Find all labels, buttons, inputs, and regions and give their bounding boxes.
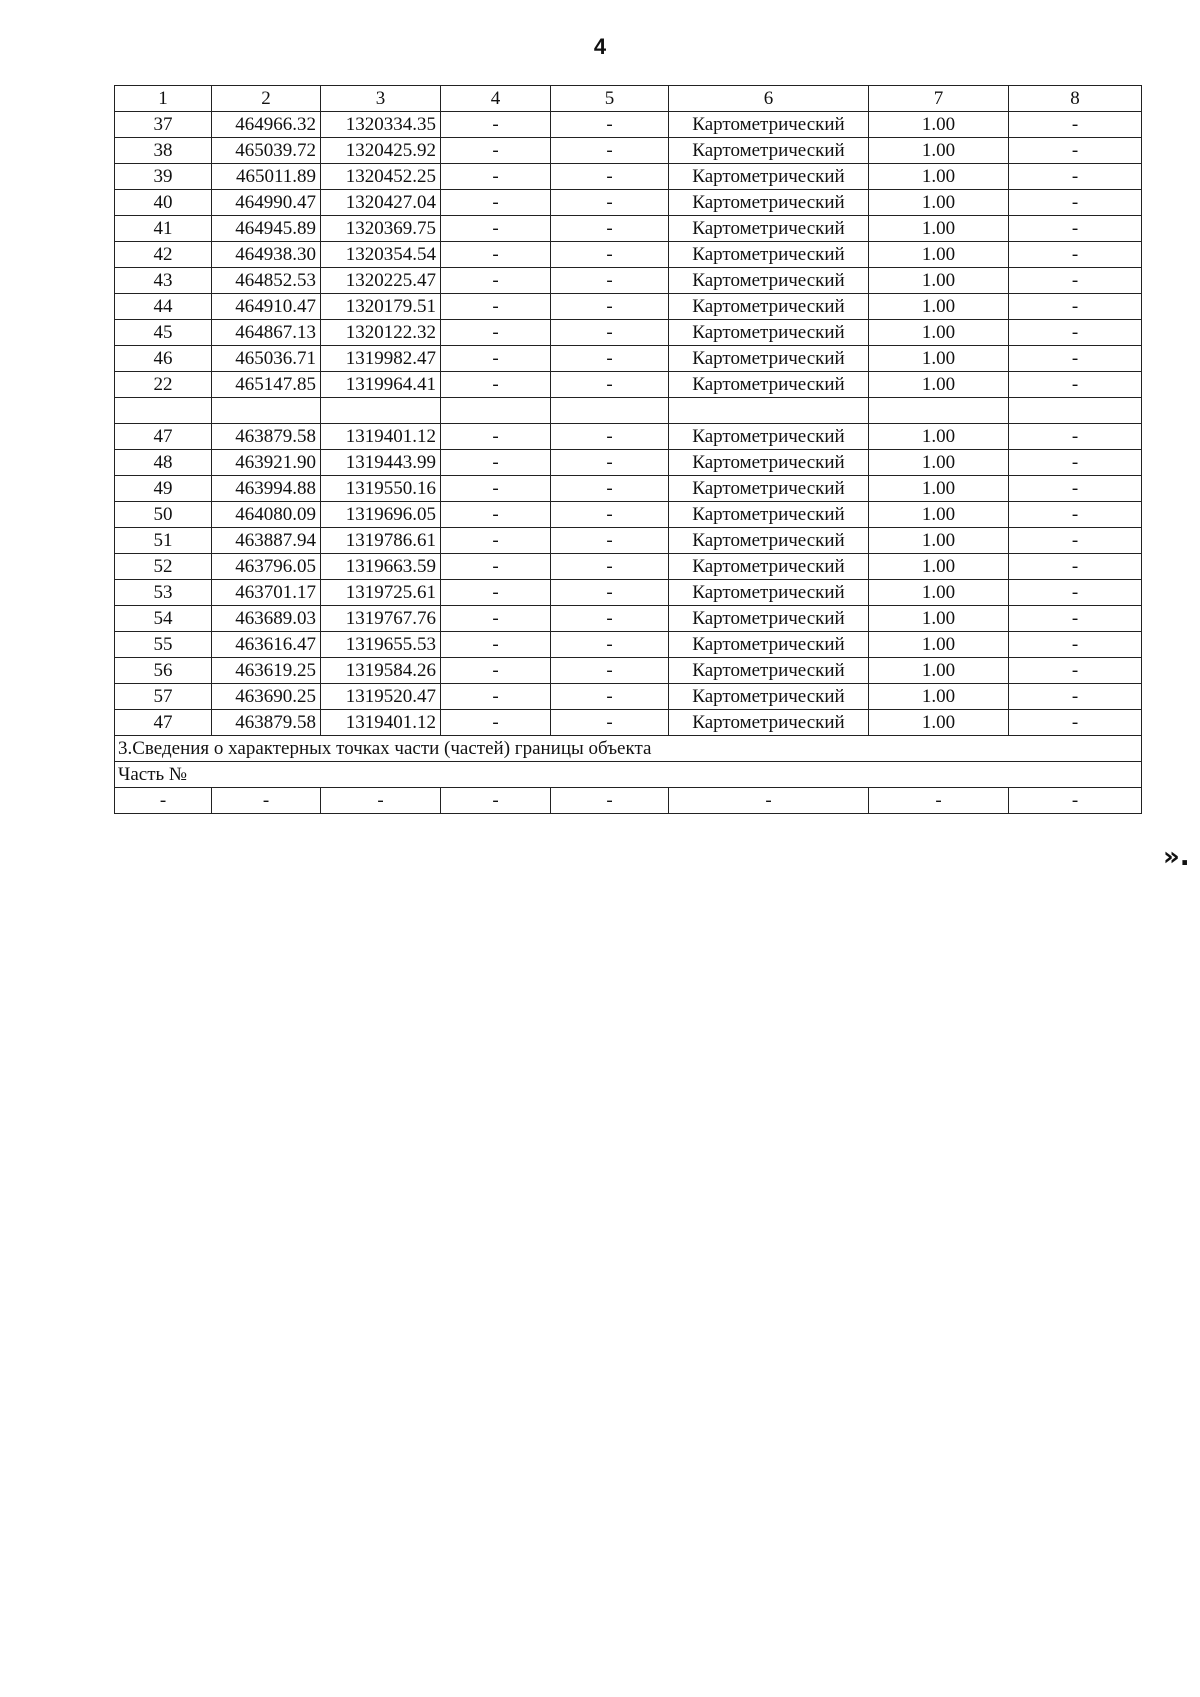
table-cell: - bbox=[551, 216, 669, 242]
coordinates-table bbox=[114, 85, 1142, 814]
table-cell: Картометрический bbox=[669, 528, 869, 554]
table-cell: 1319696.05 bbox=[321, 502, 441, 528]
closing-quote: ». bbox=[1163, 842, 1190, 872]
table-cell: 1.00 bbox=[869, 346, 1009, 372]
table-cell: 1319401.12 bbox=[321, 710, 441, 736]
table-cell: - bbox=[441, 190, 551, 216]
table-cell bbox=[669, 398, 869, 424]
table-cell: - bbox=[441, 268, 551, 294]
table-cell bbox=[551, 398, 669, 424]
table-cell: - bbox=[551, 580, 669, 606]
table-cell: Картометрический bbox=[669, 580, 869, 606]
table-cell: - bbox=[1009, 190, 1142, 216]
table-cell: 1319663.59 bbox=[321, 554, 441, 580]
header-row bbox=[115, 86, 1142, 112]
table-cell: - bbox=[115, 788, 212, 814]
table-cell: 464852.53 bbox=[212, 268, 321, 294]
section-title-row bbox=[115, 736, 1142, 762]
table-cell: Картометрический bbox=[669, 268, 869, 294]
table-cell bbox=[441, 398, 551, 424]
table-cell: 40 bbox=[115, 190, 212, 216]
table-cell: 1320369.75 bbox=[321, 216, 441, 242]
table-cell: 1.00 bbox=[869, 710, 1009, 736]
table-cell bbox=[1009, 398, 1142, 424]
table-cell: 1.00 bbox=[869, 476, 1009, 502]
table-cell: Картометрический bbox=[669, 138, 869, 164]
table-cell: - bbox=[551, 346, 669, 372]
table-cell: - bbox=[551, 268, 669, 294]
table-cell: - bbox=[321, 788, 441, 814]
table-cell: 464990.47 bbox=[212, 190, 321, 216]
table-cell: 44 bbox=[115, 294, 212, 320]
table-row bbox=[115, 658, 1142, 684]
table-cell: 39 bbox=[115, 164, 212, 190]
table-cell: - bbox=[441, 606, 551, 632]
table-cell: - bbox=[1009, 606, 1142, 632]
table-cell: - bbox=[1009, 580, 1142, 606]
table-row bbox=[115, 216, 1142, 242]
table-cell: - bbox=[1009, 372, 1142, 398]
table-cell: 1320354.54 bbox=[321, 242, 441, 268]
table-cell: 463689.03 bbox=[212, 606, 321, 632]
table-cell: 1.00 bbox=[869, 112, 1009, 138]
table-cell: 1.00 bbox=[869, 580, 1009, 606]
table-cell: 1.00 bbox=[869, 528, 1009, 554]
table-cell: 465147.85 bbox=[212, 372, 321, 398]
table-cell: - bbox=[551, 710, 669, 736]
table-cell: - bbox=[441, 346, 551, 372]
table-cell: - bbox=[441, 138, 551, 164]
table-cell: 464938.30 bbox=[212, 242, 321, 268]
table-cell: Картометрический bbox=[669, 658, 869, 684]
table-cell: 463879.58 bbox=[212, 424, 321, 450]
table-cell: - bbox=[441, 710, 551, 736]
table-cell: - bbox=[551, 788, 669, 814]
table-cell: - bbox=[551, 502, 669, 528]
table-cell: 46 bbox=[115, 346, 212, 372]
table-cell: - bbox=[441, 112, 551, 138]
table-cell: 1319786.61 bbox=[321, 528, 441, 554]
table-cell: 1.00 bbox=[869, 606, 1009, 632]
table-cell: 464080.09 bbox=[212, 502, 321, 528]
table-cell: - bbox=[1009, 320, 1142, 346]
table-cell: - bbox=[551, 450, 669, 476]
table-cell: Картометрический bbox=[669, 554, 869, 580]
table-cell: - bbox=[1009, 424, 1142, 450]
table-cell: 57 bbox=[115, 684, 212, 710]
table-cell: Картометрический bbox=[669, 216, 869, 242]
table-cell: - bbox=[551, 138, 669, 164]
table-row bbox=[115, 268, 1142, 294]
table-cell: - bbox=[551, 684, 669, 710]
table-cell: 463616.47 bbox=[212, 632, 321, 658]
table-cell: - bbox=[441, 294, 551, 320]
table-row bbox=[115, 502, 1142, 528]
table-cell: 1.00 bbox=[869, 164, 1009, 190]
table-cell: - bbox=[551, 320, 669, 346]
table-cell: - bbox=[551, 528, 669, 554]
table-row bbox=[115, 190, 1142, 216]
table-cell: 1.00 bbox=[869, 658, 1009, 684]
table-cell: Картометрический bbox=[669, 190, 869, 216]
table-cell: 1319443.99 bbox=[321, 450, 441, 476]
table-cell: Картометрический bbox=[669, 476, 869, 502]
table-cell: Картометрический bbox=[669, 346, 869, 372]
table-cell: 1.00 bbox=[869, 554, 1009, 580]
table-row bbox=[115, 320, 1142, 346]
table-row bbox=[115, 580, 1142, 606]
table-cell: - bbox=[441, 164, 551, 190]
table-cell: 52 bbox=[115, 554, 212, 580]
table-cell: 463879.58 bbox=[212, 710, 321, 736]
table-cell: - bbox=[551, 242, 669, 268]
table-cell: 41 bbox=[115, 216, 212, 242]
table-cell: - bbox=[551, 424, 669, 450]
table-row bbox=[115, 710, 1142, 736]
table-cell: 1.00 bbox=[869, 450, 1009, 476]
table-cell: - bbox=[441, 580, 551, 606]
table-cell: Картометрический bbox=[669, 632, 869, 658]
table-cell: Картометрический bbox=[669, 502, 869, 528]
table-cell: 1319550.16 bbox=[321, 476, 441, 502]
table-cell: - bbox=[869, 788, 1009, 814]
table-cell: 43 bbox=[115, 268, 212, 294]
table-cell: Картометрический bbox=[669, 320, 869, 346]
table-cell: 463690.25 bbox=[212, 684, 321, 710]
table-cell: Картометрический bbox=[669, 372, 869, 398]
header-cell: 5 bbox=[551, 86, 669, 112]
table-cell: 1.00 bbox=[869, 372, 1009, 398]
header-cell: 7 bbox=[869, 86, 1009, 112]
table-cell: - bbox=[441, 424, 551, 450]
table-cell: 1320122.32 bbox=[321, 320, 441, 346]
header-cell: 2 bbox=[212, 86, 321, 112]
table-cell: - bbox=[551, 190, 669, 216]
part-label-row-text: Часть № bbox=[115, 762, 1142, 788]
table-cell: - bbox=[441, 554, 551, 580]
table-cell: - bbox=[1009, 632, 1142, 658]
table-body bbox=[115, 86, 1142, 814]
table-cell: 1.00 bbox=[869, 242, 1009, 268]
table-row bbox=[115, 476, 1142, 502]
table-cell: 50 bbox=[115, 502, 212, 528]
table-row bbox=[115, 112, 1142, 138]
header-cell: 6 bbox=[669, 86, 869, 112]
table-cell: Картометрический bbox=[669, 164, 869, 190]
page-number: 4 bbox=[593, 34, 607, 59]
table-cell: 464910.47 bbox=[212, 294, 321, 320]
table-row bbox=[115, 632, 1142, 658]
table-cell: 1320427.04 bbox=[321, 190, 441, 216]
table-cell: - bbox=[441, 684, 551, 710]
table-cell: 465036.71 bbox=[212, 346, 321, 372]
table-cell: - bbox=[1009, 788, 1142, 814]
table-cell: 1.00 bbox=[869, 268, 1009, 294]
table-cell: Картометрический bbox=[669, 450, 869, 476]
empty-separator-row bbox=[115, 398, 1142, 424]
table-cell: 464867.13 bbox=[212, 320, 321, 346]
table-cell: - bbox=[551, 658, 669, 684]
table-cell: - bbox=[1009, 476, 1142, 502]
table-cell: - bbox=[441, 658, 551, 684]
table-cell: 37 bbox=[115, 112, 212, 138]
table-cell: - bbox=[551, 606, 669, 632]
table-cell: Картометрический bbox=[669, 606, 869, 632]
table-cell: 51 bbox=[115, 528, 212, 554]
table-cell bbox=[212, 398, 321, 424]
table-cell: 1320452.25 bbox=[321, 164, 441, 190]
table-cell: 53 bbox=[115, 580, 212, 606]
table-cell: Картометрический bbox=[669, 424, 869, 450]
table-cell: - bbox=[1009, 242, 1142, 268]
table-cell: 48 bbox=[115, 450, 212, 476]
table-row bbox=[115, 450, 1142, 476]
table-cell: 55 bbox=[115, 632, 212, 658]
table-cell: 1320179.51 bbox=[321, 294, 441, 320]
table-cell: - bbox=[441, 242, 551, 268]
table-row bbox=[115, 346, 1142, 372]
table-cell: Картометрический bbox=[669, 242, 869, 268]
table-cell: 1319584.26 bbox=[321, 658, 441, 684]
table-cell: - bbox=[1009, 450, 1142, 476]
table-cell: - bbox=[1009, 346, 1142, 372]
table-cell: - bbox=[441, 528, 551, 554]
table-cell: - bbox=[1009, 112, 1142, 138]
part-label-row bbox=[115, 762, 1142, 788]
table-cell: - bbox=[551, 476, 669, 502]
table-cell: 1.00 bbox=[869, 216, 1009, 242]
table-cell: - bbox=[669, 788, 869, 814]
table-cell: 42 bbox=[115, 242, 212, 268]
table-row bbox=[115, 424, 1142, 450]
table-cell: 1.00 bbox=[869, 632, 1009, 658]
table-cell: 465039.72 bbox=[212, 138, 321, 164]
table-cell: 1319982.47 bbox=[321, 346, 441, 372]
table-cell: 463796.05 bbox=[212, 554, 321, 580]
table-cell: 1319725.61 bbox=[321, 580, 441, 606]
table-cell: - bbox=[441, 788, 551, 814]
table-cell: 1319767.76 bbox=[321, 606, 441, 632]
header-cell: 4 bbox=[441, 86, 551, 112]
table-cell: 38 bbox=[115, 138, 212, 164]
table-row bbox=[115, 528, 1142, 554]
table-cell: 1.00 bbox=[869, 320, 1009, 346]
table-cell: 1.00 bbox=[869, 138, 1009, 164]
table-cell: - bbox=[551, 554, 669, 580]
table-cell: 56 bbox=[115, 658, 212, 684]
table-row bbox=[115, 554, 1142, 580]
table-cell: 1.00 bbox=[869, 502, 1009, 528]
table-row bbox=[115, 164, 1142, 190]
table-cell: 1319520.47 bbox=[321, 684, 441, 710]
table-cell: 463921.90 bbox=[212, 450, 321, 476]
table-row bbox=[115, 684, 1142, 710]
table-cell: - bbox=[1009, 658, 1142, 684]
table-cell: - bbox=[1009, 294, 1142, 320]
table-cell: - bbox=[551, 164, 669, 190]
header-cell: 8 bbox=[1009, 86, 1142, 112]
table-cell: Картометрический bbox=[669, 294, 869, 320]
table-cell: 1320334.35 bbox=[321, 112, 441, 138]
table-cell: - bbox=[441, 320, 551, 346]
section-title-row-text: 3.Сведения о характерных точках части (частей) границы объекта bbox=[115, 736, 1142, 762]
table-cell: - bbox=[1009, 216, 1142, 242]
table-cell bbox=[115, 398, 212, 424]
header-cell: 1 bbox=[115, 86, 212, 112]
table-cell: - bbox=[1009, 138, 1142, 164]
table-cell: 464966.32 bbox=[212, 112, 321, 138]
table-cell: 49 bbox=[115, 476, 212, 502]
table-cell: - bbox=[551, 372, 669, 398]
table-cell: - bbox=[212, 788, 321, 814]
part-row bbox=[115, 788, 1142, 814]
table-row bbox=[115, 138, 1142, 164]
table-row bbox=[115, 294, 1142, 320]
table-cell: 1320225.47 bbox=[321, 268, 441, 294]
table-cell: 47 bbox=[115, 710, 212, 736]
table-cell bbox=[869, 398, 1009, 424]
header-cell: 3 bbox=[321, 86, 441, 112]
table-cell: 1.00 bbox=[869, 294, 1009, 320]
table-cell: 465011.89 bbox=[212, 164, 321, 190]
table-cell: 54 bbox=[115, 606, 212, 632]
table-cell: 1319655.53 bbox=[321, 632, 441, 658]
table-row bbox=[115, 606, 1142, 632]
table-cell: - bbox=[441, 372, 551, 398]
table-cell bbox=[321, 398, 441, 424]
table-cell: Картометрический bbox=[669, 112, 869, 138]
table-cell: - bbox=[551, 294, 669, 320]
table-cell: 1.00 bbox=[869, 424, 1009, 450]
table-cell: - bbox=[551, 112, 669, 138]
table-cell: - bbox=[1009, 684, 1142, 710]
table-row bbox=[115, 372, 1142, 398]
table-cell: 463619.25 bbox=[212, 658, 321, 684]
table-cell: 463887.94 bbox=[212, 528, 321, 554]
table-cell: 47 bbox=[115, 424, 212, 450]
table-cell: - bbox=[441, 476, 551, 502]
table-cell: 1.00 bbox=[869, 684, 1009, 710]
table-cell: - bbox=[441, 216, 551, 242]
table-cell: 463994.88 bbox=[212, 476, 321, 502]
table-cell: - bbox=[1009, 528, 1142, 554]
table-cell: 463701.17 bbox=[212, 580, 321, 606]
table-cell: - bbox=[1009, 268, 1142, 294]
table-cell: Картометрический bbox=[669, 710, 869, 736]
table-cell: 1319401.12 bbox=[321, 424, 441, 450]
table-cell: 1319964.41 bbox=[321, 372, 441, 398]
table-cell: - bbox=[441, 450, 551, 476]
table-cell: 1320425.92 bbox=[321, 138, 441, 164]
table-cell: - bbox=[441, 502, 551, 528]
table-cell: 464945.89 bbox=[212, 216, 321, 242]
table-cell: - bbox=[441, 632, 551, 658]
table-cell: 22 bbox=[115, 372, 212, 398]
table-cell: - bbox=[1009, 710, 1142, 736]
table-cell: - bbox=[1009, 164, 1142, 190]
table-cell: 45 bbox=[115, 320, 212, 346]
table-row bbox=[115, 242, 1142, 268]
table-cell: 1.00 bbox=[869, 190, 1009, 216]
table-cell: - bbox=[551, 632, 669, 658]
table-cell: - bbox=[1009, 502, 1142, 528]
table-cell: - bbox=[1009, 554, 1142, 580]
table-cell: Картометрический bbox=[669, 684, 869, 710]
